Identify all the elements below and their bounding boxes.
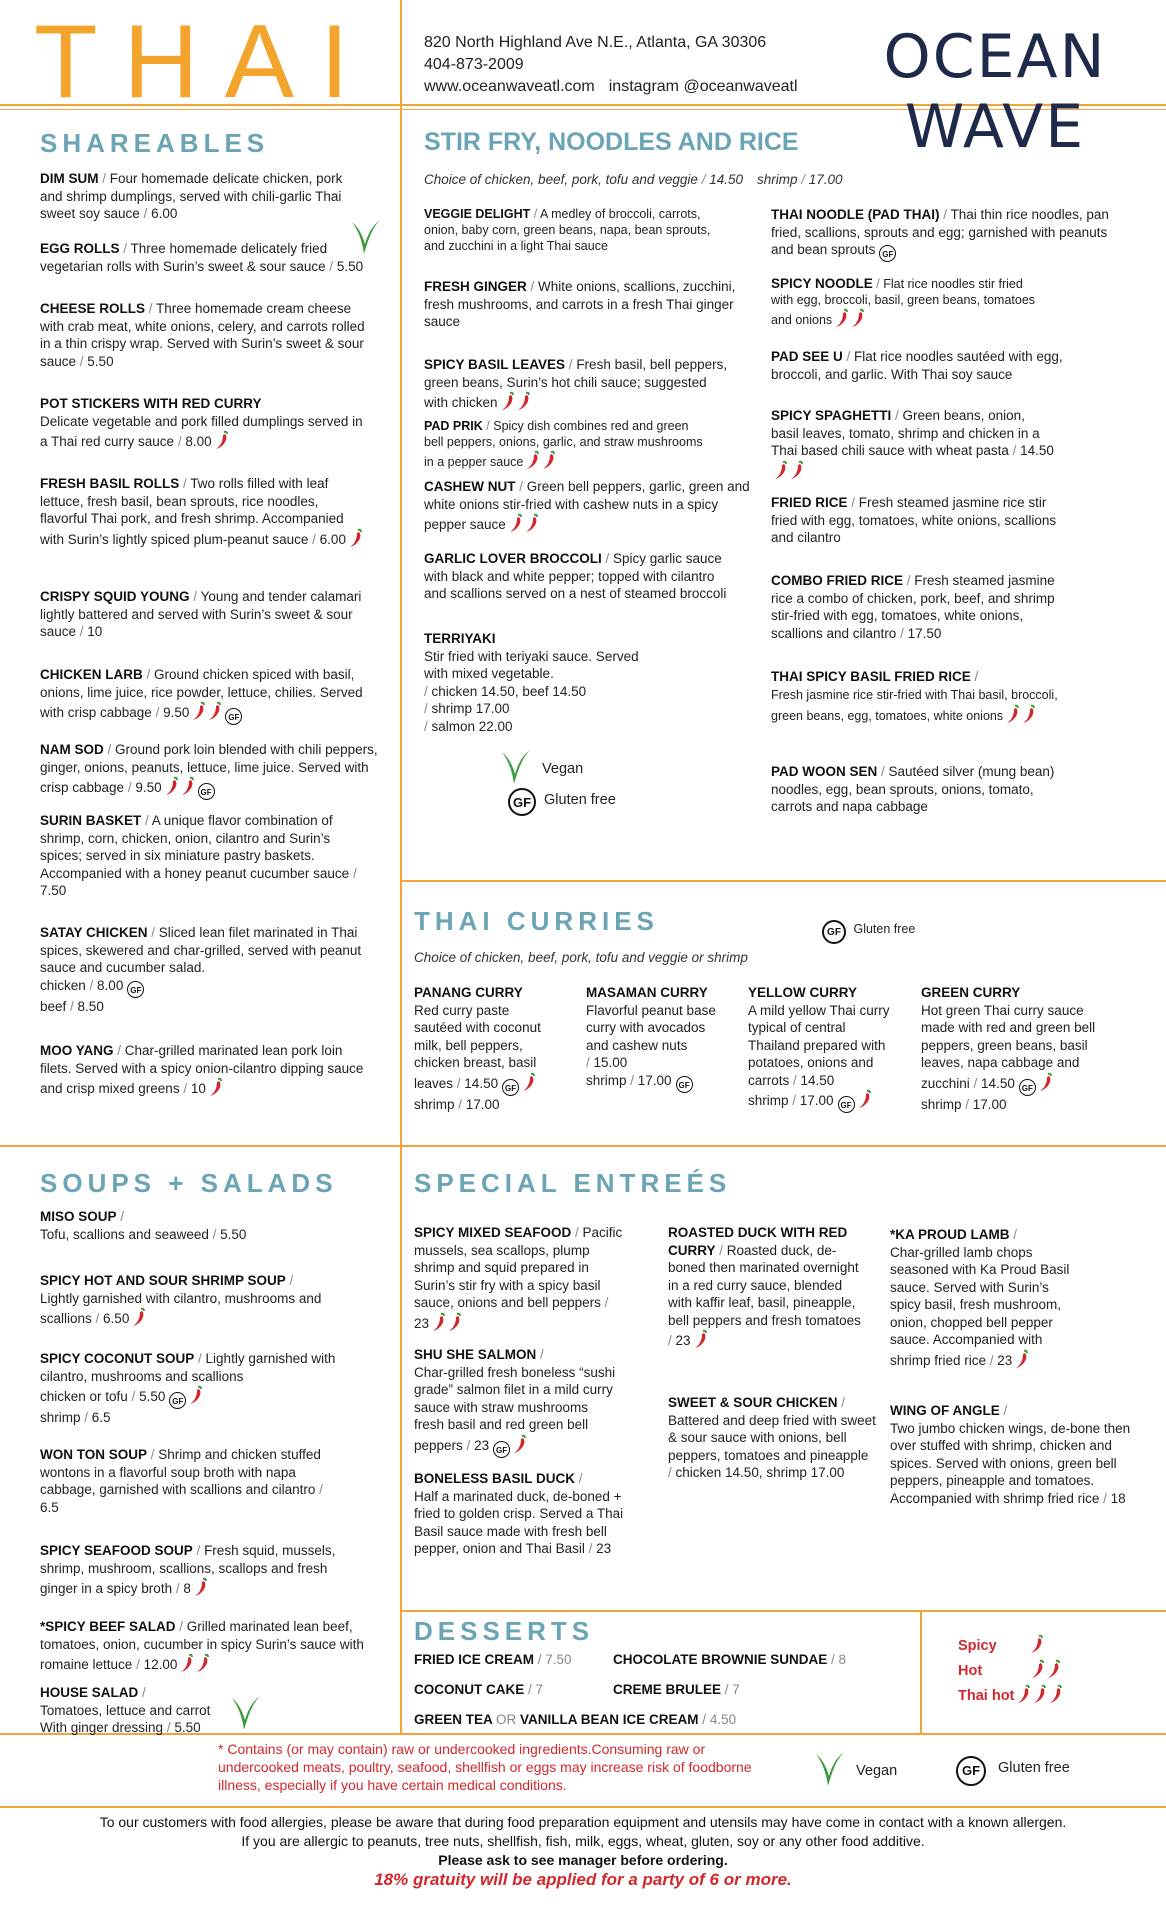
brand-logo bbox=[860, 22, 1130, 162]
curries-divider bbox=[400, 880, 1166, 882]
menu-item: ROASTED DUCK WITH RED CURRY / Roasted duck, de-boned then marinated overnight in a red curry sauce, blended with kaffir leaf, basil, pineapple, bell peppers and fresh tomatoes / 23 bbox=[668, 1225, 861, 1348]
dessert-item: CHOCOLATE BROWNIE SUNDAE / 8 bbox=[613, 1652, 847, 1667]
curries-gf-legend: GF Gluten free bbox=[818, 920, 915, 944]
menu-item: PAD PRIK / Spicy dish combines red and green bell peppers, onions, garlic, and straw mushrooms in a pepper sauce bbox=[424, 419, 703, 469]
chili-pepper-icon bbox=[1038, 1072, 1052, 1092]
heat-legend bbox=[958, 1634, 1062, 1709]
heat-level-thai-hot: Thai hot bbox=[958, 1684, 1062, 1709]
menu-item: THAI NOODLE (PAD THAI) / Thai thin rice noodles, pan fried, scallions, sprouts and egg; garnished with peanuts and bean sprouts GF bbox=[771, 206, 1111, 262]
desserts-divider bbox=[400, 1610, 1166, 1612]
raw-food-disclaimer: * Contains (or may contain) raw or undercooked ingredients.Consuming raw or undercooked meats, poultry, seafood, shellfish or eggs may increase risk of foodborne illness, especially if you have certain medical conditions. bbox=[218, 1741, 752, 1793]
menu-item: MOO YANG / Char-grilled marinated lean pork loin filets. Served with a spicy onion-cilantro dipping sauce and crisp mixed greens / 10 bbox=[40, 1043, 364, 1096]
gluten-free-icon: GF bbox=[502, 1079, 519, 1096]
chili-pepper-icon bbox=[348, 528, 362, 548]
chili-pepper-icon bbox=[431, 1312, 445, 1332]
chili-pepper-icon bbox=[1048, 1684, 1062, 1704]
menu-item: SPICY SPAGHETTI / Green beans, onion, basil leaves, tomato, shrimp and chicken in a Thai based chili sauce with wheat pasta / 14.50 bbox=[771, 407, 1056, 480]
chili-pepper-icon bbox=[188, 1385, 202, 1405]
chili-pepper-icon bbox=[857, 1089, 871, 1109]
chili-pepper-icon bbox=[1030, 1659, 1044, 1679]
chili-pepper-icon bbox=[207, 701, 221, 721]
lower-column-divider bbox=[400, 1146, 402, 1734]
chili-pepper-icon bbox=[131, 1307, 145, 1327]
chili-pepper-icon bbox=[1046, 1659, 1060, 1679]
thai-logo: THAI bbox=[34, 4, 375, 120]
menu-item: SATAY CHICKEN / Sliced lean filet marinated in Thai spices, skewered and char-grilled, served with peanut sauce and cucumber salad. chicken / 8.00 GF beef / 8.50 bbox=[40, 925, 362, 1014]
footer-legend-vegan: Vegan bbox=[814, 1750, 897, 1792]
chili-pepper-icon bbox=[191, 701, 205, 721]
chili-pepper-icon bbox=[1014, 1349, 1028, 1369]
menu-item: SPICY COCONUT SOUP / Lightly garnished with cilantro, mushrooms and scallions chicken or tofu / 5.50 GF shrimp / 6.5 bbox=[40, 1351, 336, 1425]
heat-level-spicy: Spicy bbox=[958, 1634, 1062, 1659]
entrees-title: SPECIAL ENTREÉS bbox=[414, 1168, 732, 1198]
menu-item: POT STICKERS WITH RED CURRY Delicate vegetable and pork filled dumplings served in a Thai red curry sauce / 8.00 bbox=[40, 396, 363, 449]
gluten-free-icon: GF bbox=[225, 708, 242, 725]
chili-pepper-icon bbox=[693, 1329, 707, 1349]
vegan-leaf-icon bbox=[230, 1694, 262, 1737]
chili-pepper-icon bbox=[1021, 704, 1035, 724]
menu-item: SWEET & SOUR CHICKEN / Battered and deep fried with sweet & sour sauce with onions, bell peppers, tomatoes and pineapple / chicken 14.50, shrimp 17.00 bbox=[668, 1395, 876, 1480]
chili-pepper-icon bbox=[508, 513, 522, 533]
stirfry-title: STIR FRY, NOODLES AND RICE bbox=[424, 128, 799, 156]
curry-item: YELLOW CURRY A mild yellow Thai curry typical of central Thailand prepared with potatoes, onions and carrots / 14.50 shrimp / 17.00 GF bbox=[748, 984, 898, 1113]
menu-item: FRESH BASIL ROLLS / Two rolls filled with leaf lettuce, fresh basil, bean sprouts, rice noodles, flavorful Thai pork, and fresh shrimp. Accompanied with Surin’s lightly spiced plum-peanut sauce / 6.00 bbox=[40, 475, 365, 548]
menu-item: BONELESS BASIL DUCK / Half a marinated duck, de-boned + fried to golden crisp. Served a Thai Basil sauce made with fresh bell pepper, onion and Thai Basil / 23 bbox=[414, 1471, 624, 1556]
menu-item: PAD WOON SEN / Sautéed silver (mung bean) noodles, egg, bean sprouts, onions, tomato, carrots and napa cabbage bbox=[771, 764, 1055, 814]
chili-pepper-icon bbox=[512, 1434, 526, 1454]
chili-pepper-icon bbox=[850, 308, 864, 328]
chili-pepper-icon bbox=[789, 460, 803, 480]
menu-item: SPICY NOODLE / Flat rice noodles stir fried with egg, broccoli, basil, green beans, tomatoes and onions bbox=[771, 276, 1036, 327]
gratuity-notice: 18% gratuity will be applied for a party of 6 or more. bbox=[374, 1870, 792, 1889]
dessert-item: CREME BRULEE / 7 bbox=[613, 1682, 740, 1697]
chili-pepper-icon bbox=[521, 1072, 535, 1092]
menu-item: *SPICY BEEF SALAD / Grilled marinated lean beef, tomatoes, onion, cucumber in spicy Surin’s sauce with romaine lettuce / 12.00 bbox=[40, 1619, 364, 1672]
brand-line-2: WAVE bbox=[904, 92, 1086, 162]
vegan-leaf-icon bbox=[350, 218, 382, 261]
menu-item: PAD SEE U / Flat rice noodles sautéed with egg, broccoli, and garlic. With Thai soy sauce bbox=[771, 349, 1063, 382]
dessert-item: FRIED ICE CREAM / 7.50 bbox=[414, 1652, 572, 1667]
legend-gluten-free: GF Gluten free bbox=[504, 788, 616, 816]
menu-item: MISO SOUP / Tofu, scallions and seaweed / 5.50 bbox=[40, 1209, 247, 1242]
menu-item: SPICY MIXED SEAFOOD / Pacific mussels, sea scallops, plump shrimp and squid prepared in Surin’s stir fry with a spicy basil sauce, onions and bell peppers / 23 bbox=[414, 1225, 623, 1331]
chili-pepper-icon bbox=[1032, 1684, 1046, 1704]
menu-item: GARLIC LOVER BROCCOLI / Spicy garlic sauce with black and white pepper; topped with cilantro and scallions served on a nest of steamed broccoli bbox=[424, 551, 727, 601]
chili-pepper-icon bbox=[193, 1577, 207, 1597]
menu-item: SPICY SEAFOOD SOUP / Fresh squid, mussels, shrimp, mushroom, scallions, scallops and fresh ginger in a spicy broth / 8 bbox=[40, 1543, 336, 1596]
chili-pepper-icon bbox=[773, 460, 787, 480]
menu-item: CASHEW NUT / Green bell peppers, garlic, green and white onions stir-fried with cashew nuts in a spicy pepper sauce bbox=[424, 479, 750, 532]
menu-item: NAM SOD / Ground pork loin blended with chili peppers, ginger, onions, peanuts, lettuce, lime juice. Served with crisp cabbage / 9.50 GF bbox=[40, 741, 385, 800]
contact-info bbox=[424, 32, 798, 98]
menu-item: FRIED RICE / Fresh steamed jasmine rice stir fried with egg, tomatoes, white onions, scallions and cilantro bbox=[771, 495, 1057, 545]
instagram-link[interactable]: instagram @oceanwaveatl bbox=[608, 78, 798, 95]
curry-item: PANANG CURRY Red curry paste sautéed with coconut milk, bell peppers, chicken breast, basil leaves / 14.50 GF shrimp / 17.00 bbox=[414, 985, 541, 1112]
gluten-free-icon: GF bbox=[1019, 1079, 1036, 1096]
left-column-divider bbox=[400, 0, 402, 1146]
allergy-divider bbox=[0, 1806, 1166, 1808]
curries-title: THAI CURRIES bbox=[414, 906, 659, 936]
menu-item: CHEESE ROLLS / Three homemade cream cheese with crab meat, white onions, celery, and carrots rolled in a thin crispy wrap. Served with Surin’s sweet & sour sauce / 5.50 bbox=[40, 301, 365, 369]
chili-pepper-icon bbox=[447, 1312, 461, 1332]
chili-pepper-icon bbox=[1029, 1634, 1043, 1654]
gluten-free-icon: GF bbox=[127, 981, 144, 998]
chili-pepper-icon bbox=[516, 391, 530, 411]
menu-item: SPICY BASIL LEAVES / Fresh basil, bell peppers, green beans, Surin’s hot chili sauce; suggested with chicken bbox=[424, 357, 728, 410]
desserts-title: DESSERTS bbox=[414, 1616, 595, 1646]
chili-pepper-icon bbox=[164, 776, 178, 796]
menu-item: *KA PROUD LAMB / Char-grilled lamb chops seasoned with Ka Proud Basil sauce. Served with Surin’s spicy basil, fresh mushroom, onion, chopped bell pepper sauce. Accompanied with shrimp fried rice / 23 bbox=[890, 1227, 1070, 1368]
curry-item: GREEN CURRY Hot green Thai curry sauce made with red and green bell peppers, green beans, basil leaves, napa cabbage and zucchini / 14.50 GF shrimp / 17.00 bbox=[921, 985, 1096, 1112]
menu-item: EGG ROLLS / Three homemade delicately fried vegetarian rolls with Surin’s sweet & sour sauce / 5.50 bbox=[40, 241, 364, 274]
middle-divider bbox=[0, 1145, 1166, 1147]
chili-pepper-icon bbox=[214, 430, 228, 450]
allergy-notice: To our customers with food allergies, please be aware that during food preparation equipment and utensils may have come in contact with a known allergen. If you are allergic to peanuts, tree nuts, shellfish, fish, milk, eggs, wheat, gluten, soy or any other food additive. Please ask to see manager before ordering. bbox=[99, 1814, 1067, 1868]
menu-item: VEGGIE DELIGHT / A medley of broccoli, carrots, onion, baby corn, green beans, napa, bean sprouts, and zucchini in a light Thai sauce bbox=[424, 207, 711, 253]
chili-pepper-icon bbox=[500, 391, 514, 411]
menu-item: THAI SPICY BASIL FRIED RICE / Fresh jasmine rice stir-fried with Thai basil, broccoli, green beans, egg, tomatoes, white onions bbox=[771, 669, 1058, 723]
shareables-title: SHAREABLES bbox=[40, 128, 270, 158]
gluten-free-icon: GF bbox=[508, 788, 536, 816]
legend-vegan: Vegan bbox=[500, 748, 583, 790]
chili-pepper-icon bbox=[179, 1653, 193, 1673]
heat-legend-divider bbox=[920, 1610, 922, 1734]
gluten-free-icon: GF bbox=[879, 245, 896, 262]
vegan-leaf-icon bbox=[500, 748, 532, 790]
gluten-free-icon: GF bbox=[198, 783, 215, 800]
gluten-free-icon: GF bbox=[838, 1096, 855, 1113]
dessert-item: COCONUT CAKE / 7 bbox=[414, 1682, 544, 1697]
menu-item: HOUSE SALAD / Tomatoes, lettuce and carrot With ginger dressing / 5.50 bbox=[40, 1685, 211, 1735]
menu-item: SHU SHE SALMON / Char-grilled fresh boneless “sushi grade” salmon filet in a mild curry sauce with straw mushrooms fresh basil and red green bell peppers / 23 GF bbox=[414, 1346, 619, 1458]
menu-item: CRISPY SQUID YOUNG / Young and tender calamari lightly battered and served with Surin’s sweet & sour sauce / 10 bbox=[40, 589, 362, 639]
heat-level-hot: Hot bbox=[958, 1659, 1062, 1684]
brand-line-1: OCEAN bbox=[883, 22, 1107, 92]
menu-item: TERRIYAKI Stir fried with teriyaki sauce. Served with mixed vegetable. / chicken 14.50, beef 14.50 / shrimp 17.00 / salmon 22.00 bbox=[424, 631, 639, 734]
menu-item: WON TON SOUP / Shrimp and chicken stuffed wontons in a flavorful soup broth with napa cabbage, garnished with scallions and cilantro / 6.5 bbox=[40, 1447, 323, 1515]
gluten-free-icon: GF bbox=[676, 1076, 693, 1093]
menu-item: FRESH GINGER / White onions, scallions, zucchini, fresh mushrooms, and carrots in a fresh Thai ginger sauce bbox=[424, 279, 736, 329]
website-link[interactable]: www.oceanwaveatl.com bbox=[424, 78, 595, 95]
gluten-free-icon: GF bbox=[822, 920, 846, 944]
chili-pepper-icon bbox=[1016, 1684, 1030, 1704]
phone[interactable]: 404-873-2009 bbox=[424, 56, 524, 73]
menu-item: DIM SUM / Four homemade delicate chicken, pork and shrimp dumplings, served with chili-garlic Thai sweet soy sauce / 6.00 bbox=[40, 171, 343, 221]
footer-legend-gluten-free: GF Gluten free bbox=[952, 1756, 1070, 1786]
gluten-free-icon: GF bbox=[956, 1756, 986, 1786]
chili-pepper-icon bbox=[195, 1653, 209, 1673]
menu-item: WING OF ANGLE / Two jumbo chicken wings, de-bone then over stuffed with shrimp, chicken and spices. Served with onions, green bell peppers, pineapple and tomatoes. Accompanied with shrimp fried rice / 18 bbox=[890, 1403, 1131, 1506]
menu-item: SURIN BASKET / A unique flavor combination of shrimp, corn, chicken, onion, cilantro and Surin’s spices; served in six miniature pastry baskets. Accompanied with a honey peanut cucumber sauce / 7.50 bbox=[40, 813, 357, 898]
gluten-free-icon: GF bbox=[169, 1392, 186, 1409]
address: 820 North Highland Ave N.E., Atlanta, GA 30306 bbox=[424, 34, 767, 51]
chili-pepper-icon bbox=[834, 308, 848, 328]
chili-pepper-icon bbox=[208, 1077, 222, 1097]
soups-title: SOUPS + SALADS bbox=[40, 1168, 338, 1198]
menu-item: CHICKEN LARB / Ground chicken spiced with basil, onions, lime juice, rice powder, lettuce, chilies. Served with crisp cabbage / 9.50 GF bbox=[40, 666, 385, 725]
chili-pepper-icon bbox=[525, 450, 539, 470]
vegan-leaf-icon bbox=[814, 1750, 846, 1792]
gluten-free-icon: GF bbox=[493, 1441, 510, 1458]
dessert-item: GREEN TEA OR VANILLA BEAN ICE CREAM / 4.50 bbox=[414, 1712, 737, 1727]
chili-pepper-icon bbox=[541, 450, 555, 470]
curries-subtitle: Choice of chicken, beef, pork, tofu and veggie or shrimp bbox=[414, 950, 748, 965]
menu-item: COMBO FRIED RICE / Fresh steamed jasmine rice a combo of chicken, pork, beef, and shrimp stir-fried with egg, tomatoes, white onions, scallions and cilantro / 17.50 bbox=[771, 573, 1055, 641]
menu-item: SPICY HOT AND SOUR SHRIMP SOUP / Lightly garnished with cilantro, mushrooms and scallions / 6.50 bbox=[40, 1273, 322, 1326]
curry-item: MASAMAN CURRY Flavorful peanut base curry with avocados and cashew nuts / 15.00 shrimp / 17.00 GF bbox=[586, 984, 726, 1093]
chili-pepper-icon bbox=[524, 513, 538, 533]
stirfry-subtitle: Choice of chicken, beef, pork, tofu and veggie / 14.50 shrimp / 17.00 bbox=[424, 172, 843, 187]
chili-pepper-icon bbox=[180, 776, 194, 796]
chili-pepper-icon bbox=[1005, 704, 1019, 724]
